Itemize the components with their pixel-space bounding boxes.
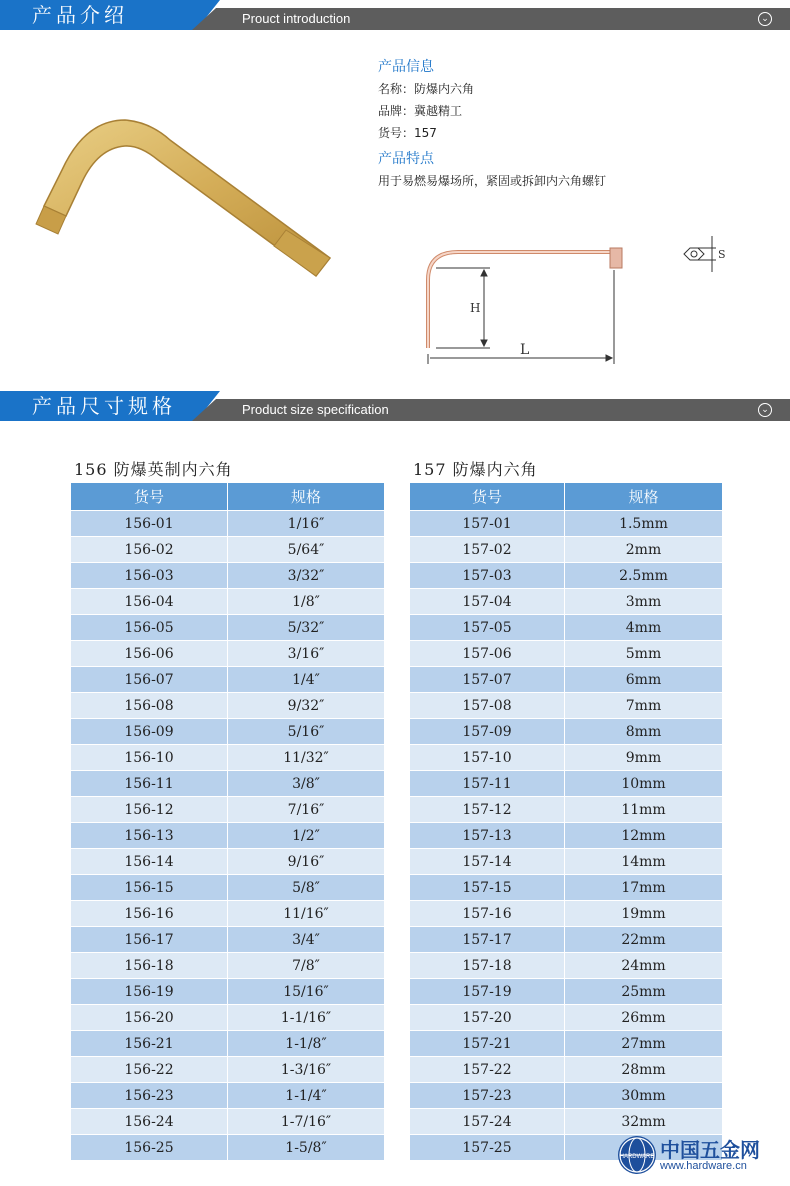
cell-code: 157-02: [410, 537, 565, 563]
table-row: [71, 1109, 385, 1135]
cell-code: 156-12: [71, 797, 228, 823]
table-row: [410, 589, 723, 615]
banner-gray-bar: [216, 8, 790, 30]
cell-spec: 2.5mm: [565, 563, 723, 589]
spec-table-156: [70, 458, 385, 1161]
section-banner-intro: [0, 0, 790, 32]
cell-code: 157-16: [410, 901, 565, 927]
cell-code: 156-10: [71, 745, 228, 771]
cell-code: 157-03: [410, 563, 565, 589]
table-row: [410, 771, 723, 797]
table-row: [71, 1083, 385, 1109]
table-row: [71, 979, 385, 1005]
cell-spec: 19mm: [565, 901, 723, 927]
cell-code: 157-18: [410, 953, 565, 979]
table-row: [410, 1031, 723, 1057]
table-row: [410, 563, 723, 589]
table-row: [71, 849, 385, 875]
cell-spec: 10mm: [565, 771, 723, 797]
cell-code: 156-04: [71, 589, 228, 615]
cell-spec: 1/16″: [228, 511, 385, 537]
cell-code: 157-20: [410, 1005, 565, 1031]
cell-code: 157-14: [410, 849, 565, 875]
cell-code: 156-07: [71, 667, 228, 693]
table-row: [410, 979, 723, 1005]
cell-code: 157-04: [410, 589, 565, 615]
spec-table-157: [409, 458, 723, 1161]
cell-code: 156-05: [71, 615, 228, 641]
table-row: [71, 823, 385, 849]
table-row: [410, 745, 723, 771]
cell-spec: 1/8″: [228, 589, 385, 615]
table-row: [410, 641, 723, 667]
cell-spec: 11mm: [565, 797, 723, 823]
cell-code: 156-16: [71, 901, 228, 927]
table-row: [410, 797, 723, 823]
cell-spec: 7/16″: [228, 797, 385, 823]
cell-spec: 25mm: [565, 979, 723, 1005]
table-row: [410, 1109, 723, 1135]
cell-code: 157-24: [410, 1109, 565, 1135]
table-row: [71, 693, 385, 719]
header-code: 货号: [71, 483, 228, 511]
cell-spec: 5mm: [565, 641, 723, 667]
cell-code: 157-22: [410, 1057, 565, 1083]
table-row: [71, 667, 385, 693]
cell-code: 156-20: [71, 1005, 228, 1031]
cell-spec: 2mm: [565, 537, 723, 563]
cell-code: 156-22: [71, 1057, 228, 1083]
cell-code: 157-01: [410, 511, 565, 537]
section-banner-spec: [0, 391, 790, 423]
table-row: [410, 823, 723, 849]
cell-spec: 3/16″: [228, 641, 385, 667]
header-spec: 规格: [565, 483, 723, 511]
cell-spec: 1-1/4″: [228, 1083, 385, 1109]
cell-spec: 1-1/16″: [228, 1005, 385, 1031]
table-row: [410, 849, 723, 875]
cell-code: 156-14: [71, 849, 228, 875]
cell-code: 156-19: [71, 979, 228, 1005]
table-row: [71, 771, 385, 797]
cell-code: 157-10: [410, 745, 565, 771]
info-name: 名称：防爆内六角: [378, 82, 475, 96]
banner-blue-tab: [0, 391, 196, 421]
cell-code: 156-25: [71, 1135, 228, 1161]
header-spec: 规格: [228, 483, 385, 511]
cell-spec: 14mm: [565, 849, 723, 875]
cell-spec: 1/2″: [228, 823, 385, 849]
globe-text: HARDWARE: [619, 1154, 655, 1160]
cell-spec: 3/32″: [228, 563, 385, 589]
cell-spec: 3mm: [565, 589, 723, 615]
info-code: 货号：157: [378, 126, 437, 140]
table-row: [71, 615, 385, 641]
cell-code: 157-21: [410, 1031, 565, 1057]
chevron-down-icon[interactable]: ⌄: [758, 12, 772, 26]
cell-spec: 12mm: [565, 823, 723, 849]
table-row: [71, 511, 385, 537]
cell-code: 156-17: [71, 927, 228, 953]
table-row: [410, 615, 723, 641]
table-row: [71, 875, 385, 901]
header-code: 货号: [410, 483, 565, 511]
cell-code: 156-11: [71, 771, 228, 797]
cell-spec: 27mm: [565, 1031, 723, 1057]
cell-spec: 1-7/16″: [228, 1109, 385, 1135]
cell-code: 156-18: [71, 953, 228, 979]
table-row: [410, 1005, 723, 1031]
table-row: [410, 511, 723, 537]
table-row: [71, 927, 385, 953]
table-row: [71, 797, 385, 823]
hardware-logo: [616, 1134, 786, 1182]
cell-code: 157-17: [410, 927, 565, 953]
table-row: [71, 719, 385, 745]
cell-code: 157-23: [410, 1083, 565, 1109]
cell-spec: 5/8″: [228, 875, 385, 901]
banner-title-en: Product size specification: [242, 402, 389, 417]
cell-code: 157-25: [410, 1135, 565, 1161]
cell-code: 156-01: [71, 511, 228, 537]
cell-spec: 28mm: [565, 1057, 723, 1083]
table-row: [71, 901, 385, 927]
cell-spec: 4mm: [565, 615, 723, 641]
cell-code: 157-13: [410, 823, 565, 849]
info-heading: 产品信息: [378, 59, 434, 75]
table-row: [410, 667, 723, 693]
table-title: 156 防爆英制内六角: [74, 460, 233, 479]
cell-code: 157-09: [410, 719, 565, 745]
table-row: [410, 1083, 723, 1109]
cell-spec: 6mm: [565, 667, 723, 693]
cell-spec: 1.5mm: [565, 511, 723, 537]
product-info: [378, 56, 778, 192]
cell-spec: 1-5/8″: [228, 1135, 385, 1161]
cell-spec: 3/8″: [228, 771, 385, 797]
cell-spec: 11/16″: [228, 901, 385, 927]
cell-code: 156-24: [71, 1109, 228, 1135]
cell-spec: 1-3/16″: [228, 1057, 385, 1083]
cell-spec: 26mm: [565, 1005, 723, 1031]
cell-spec: 30mm: [565, 1083, 723, 1109]
cell-code: 156-03: [71, 563, 228, 589]
cell-code: 157-15: [410, 875, 565, 901]
cell-code: 157-08: [410, 693, 565, 719]
table-row: [410, 953, 723, 979]
label-l: L: [520, 342, 530, 358]
table-row: [410, 875, 723, 901]
table-row: [71, 1005, 385, 1031]
banner-title-cn: 产品介绍: [32, 3, 128, 27]
table-row: [410, 927, 723, 953]
wrench-image: [30, 50, 350, 290]
dimension-diagram: [400, 230, 740, 370]
label-h: H: [470, 301, 481, 315]
chevron-down-icon[interactable]: ⌄: [758, 403, 772, 417]
cell-spec: 11/32″: [228, 745, 385, 771]
cell-code: 157-06: [410, 641, 565, 667]
cell-spec: 32mm: [565, 1109, 723, 1135]
table-row: [71, 953, 385, 979]
table-row: [71, 589, 385, 615]
info-brand: 品牌：冀越精工: [378, 104, 463, 118]
cell-spec: 5/32″: [228, 615, 385, 641]
cell-spec: 24mm: [565, 953, 723, 979]
label-s: S: [718, 248, 726, 261]
cell-spec: 5/16″: [228, 719, 385, 745]
cell-code: 156-15: [71, 875, 228, 901]
cell-spec: 9mm: [565, 745, 723, 771]
cell-spec: 8mm: [565, 719, 723, 745]
logo-url: www.hardware.cn: [660, 1160, 747, 1172]
cell-code: 156-13: [71, 823, 228, 849]
cell-spec: 3/4″: [228, 927, 385, 953]
cell-spec: 22mm: [565, 927, 723, 953]
table-row: [410, 901, 723, 927]
cell-code: 156-08: [71, 693, 228, 719]
table-row: [410, 719, 723, 745]
globe-icon: [618, 1136, 656, 1174]
cell-code: 156-02: [71, 537, 228, 563]
cell-code: 157-12: [410, 797, 565, 823]
cell-code: 157-19: [410, 979, 565, 1005]
cell-code: 157-07: [410, 667, 565, 693]
cell-spec: 17mm: [565, 875, 723, 901]
table-row: [410, 1057, 723, 1083]
table-row: [410, 537, 723, 563]
table-row: [71, 641, 385, 667]
cell-code: 156-21: [71, 1031, 228, 1057]
table-row: [71, 1031, 385, 1057]
table-row: [71, 1135, 385, 1161]
cell-code: 156-23: [71, 1083, 228, 1109]
banner-title-en: Prouct introduction: [242, 11, 351, 26]
table-row: [71, 1057, 385, 1083]
cell-spec: 5/64″: [228, 537, 385, 563]
banner-title-cn: 产品尺寸规格: [32, 394, 176, 418]
cell-spec: 1/4″: [228, 667, 385, 693]
cell-code: 157-11: [410, 771, 565, 797]
banner-blue-tab: [0, 0, 196, 30]
table-title: 157 防爆内六角: [413, 460, 538, 479]
cell-spec: 15/16″: [228, 979, 385, 1005]
table-row: [410, 693, 723, 719]
logo-title: 中国五金网: [660, 1138, 760, 1162]
banner-gray-bar: [216, 399, 790, 421]
table-row: [71, 537, 385, 563]
cell-spec: 9/32″: [228, 693, 385, 719]
cell-spec: 9/16″: [228, 849, 385, 875]
feature-text: 用于易燃易爆场所，紧固或拆卸内六角螺钉: [378, 174, 607, 188]
cell-code: 156-09: [71, 719, 228, 745]
cell-spec: 7mm: [565, 693, 723, 719]
cell-code: 157-05: [410, 615, 565, 641]
table-row: [71, 563, 385, 589]
feature-heading: 产品特点: [378, 151, 434, 167]
table-row: [71, 745, 385, 771]
cell-spec: 7/8″: [228, 953, 385, 979]
cell-spec: 1-1/8″: [228, 1031, 385, 1057]
cell-code: 156-06: [71, 641, 228, 667]
